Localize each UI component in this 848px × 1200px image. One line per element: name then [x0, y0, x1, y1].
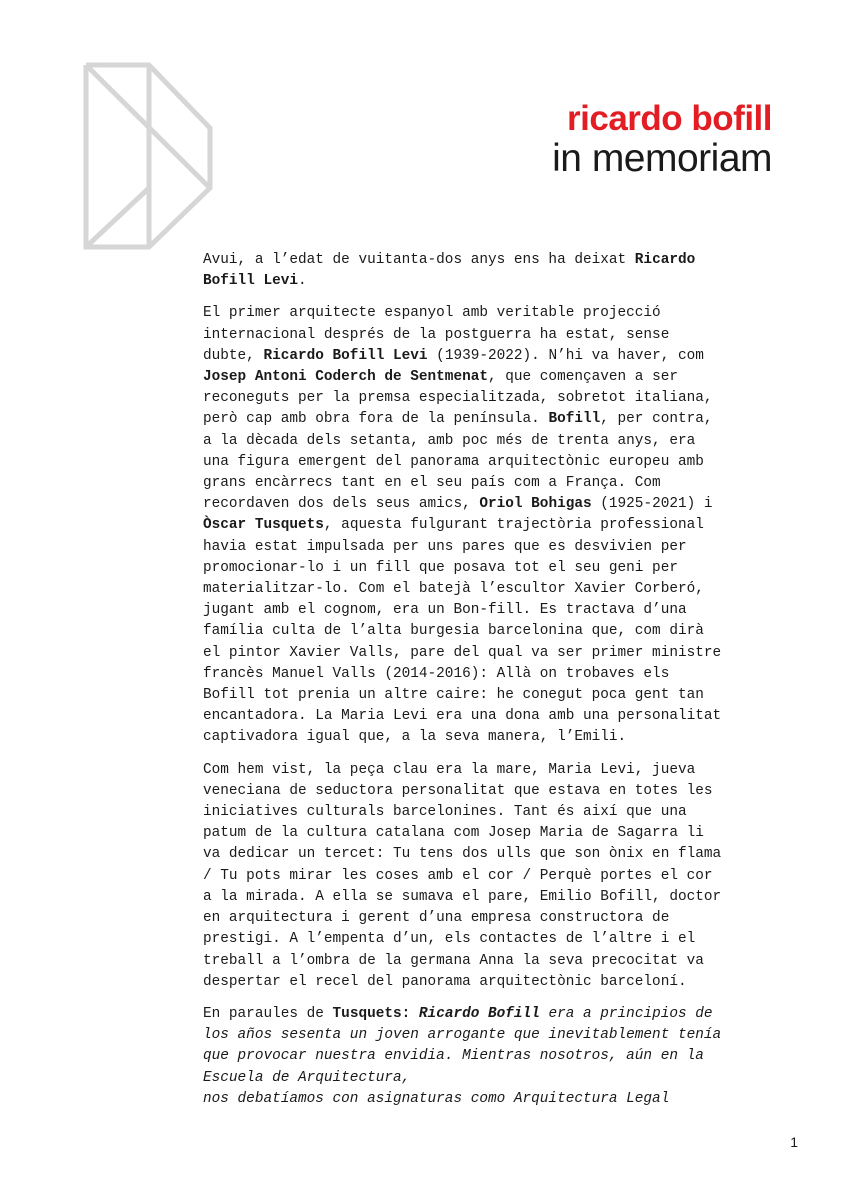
- text-run: promocionar-lo i un fill que posava tot el seu geni per: [203, 559, 678, 576]
- text-run: però cap amb obra fora de la península.: [203, 411, 549, 428]
- text-line: [203, 1025, 783, 1046]
- text-run: Òscar Tusquets: [203, 517, 324, 534]
- text-run: , per contra,: [600, 411, 713, 428]
- text-run: encantadora. La Maria Levi era una dona amb una personalitat: [203, 708, 722, 725]
- text-run: / Tu pots mirar les coses amb el cor / Perquè portes el cor: [203, 867, 713, 884]
- paragraph: [203, 250, 783, 292]
- text-line: [203, 760, 783, 781]
- text-run: a la mirada. A ella se sumava el pare, Emilio Bofill, doctor: [203, 888, 722, 905]
- text-run: .: [298, 273, 307, 290]
- text-line: [203, 452, 783, 473]
- text-line: [203, 431, 783, 452]
- text-line: [203, 887, 783, 908]
- text-run: , aquesta fulgurant trajectòria professional: [323, 517, 704, 534]
- logo-mark: [82, 60, 214, 250]
- text-run: dubte,: [203, 347, 264, 364]
- text-run: el pintor Xavier Valls, pare del qual va ser primer ministre: [203, 644, 722, 661]
- text-run: iniciatives culturals barcelonines. Tant és així que una: [203, 804, 687, 821]
- text-line: [203, 1004, 783, 1025]
- text-run: Bofill tot prenia un altre caire: he conegut poca gent tan: [203, 687, 704, 704]
- text-run: reconeguts per la premsa especialitzada, sobretot italiana,: [203, 390, 713, 407]
- paragraph: [203, 760, 783, 993]
- text-line: [203, 346, 783, 367]
- text-run: Ricardo: [634, 252, 696, 268]
- text-line: [203, 972, 783, 993]
- title-name: ricardo bofill: [567, 99, 772, 138]
- text-line: [203, 473, 783, 494]
- text-run: Com hem vist, la peça clau era la mare, Maria Levi, jueva: [203, 761, 696, 778]
- text-run: francès Manuel Valls (2014-2016): Allà on trobaves els: [203, 665, 670, 682]
- text-line: [203, 325, 783, 346]
- text-run: despertar el recel del panorama arquitectònic barceloní.: [203, 973, 687, 990]
- text-run: nos debatíamos con asignaturas como Arquitectura Legal: [203, 1090, 670, 1107]
- text-line: [203, 515, 783, 536]
- text-line: [203, 781, 783, 802]
- text-run: treball a l’ombra de la germana Anna la seva precocitat va: [203, 952, 704, 969]
- text-line: [203, 802, 783, 823]
- text-line: [203, 303, 783, 324]
- text-line: [203, 823, 783, 844]
- text-line: [203, 706, 783, 727]
- text-run: materialitzar-lo. Com el batejà l’escultor Xavier Corberó,: [203, 581, 704, 598]
- text-line: [203, 600, 783, 621]
- text-run: El primer arquitecte espanyol amb veritable projecció: [203, 305, 661, 322]
- text-line: [203, 1046, 783, 1067]
- text-line: [203, 685, 783, 706]
- text-line: [203, 494, 783, 515]
- text-run: Escuela de Arquitectura,: [203, 1069, 411, 1086]
- text-run: va dedicar un tercet: Tu tens dos ulls que son ònix en flama: [203, 846, 722, 863]
- text-line: [203, 537, 783, 558]
- text-run: Bofill Levi: [203, 273, 298, 290]
- text-line: [203, 388, 783, 409]
- text-run: Oriol Bohigas: [479, 496, 592, 513]
- text-run: família culta de l’alta burgesia barcelonina que, com dirà: [203, 623, 704, 640]
- text-run: que provocar nuestra envidia. Mientras nosotros, aún en la: [203, 1048, 704, 1065]
- text-line: [203, 664, 783, 685]
- text-run: En paraules de: [203, 1005, 333, 1022]
- text-line: [203, 579, 783, 600]
- text-run: Bofill: [548, 411, 601, 428]
- text-line: [203, 409, 783, 430]
- text-run: , que començaven a ser: [487, 369, 678, 386]
- text-line: [203, 643, 783, 664]
- paragraph: [203, 1004, 783, 1110]
- text-run: grans encàrrecs tant en el seu país com a França. Com: [203, 475, 661, 492]
- text-line: [203, 929, 783, 950]
- text-run: [410, 1006, 419, 1022]
- text-line: [203, 727, 783, 748]
- text-run: a la dècada dels setanta, amb poc més de trenta anys, era: [203, 432, 696, 449]
- text-line: [203, 558, 783, 579]
- title-subtitle: in memoriam: [552, 137, 772, 180]
- text-run: (1939-2022). N’hi va haver, com: [427, 347, 704, 364]
- text-run: captivadora igual que, a la seva manera, l’Emili.: [203, 729, 627, 746]
- text-run: Avui, a l’edat de vuitanta-dos anys ens ha deixat: [203, 252, 635, 268]
- text-run: prestigi. A l’empenta d’un, els contactes de l’altre i el: [203, 931, 696, 948]
- text-run: Josep Antoni Coderch de Sentmenat: [203, 369, 488, 386]
- text-line: [203, 866, 783, 887]
- title-block: [552, 100, 772, 180]
- text-line: [203, 621, 783, 642]
- text-run: recordaven dos dels seus amics,: [203, 496, 480, 513]
- text-line: [203, 1089, 783, 1110]
- text-line: [203, 1068, 783, 1089]
- text-run: Tusquets:: [332, 1005, 411, 1022]
- text-run: havia estat impulsada per uns pares que es desvivien per: [203, 538, 687, 555]
- article-body: [203, 250, 783, 1121]
- text-run: era a principios de: [539, 1005, 713, 1022]
- text-run: jugant amb el cognom, era un Bon-fill. Es tractava d’una: [203, 602, 687, 619]
- text-run: patum de la cultura catalana com Josep Maria de Sagarra li: [203, 825, 704, 842]
- text-line: [203, 250, 783, 271]
- logo-icon: [82, 60, 214, 250]
- page-number: 1: [790, 1134, 798, 1150]
- text-run: en arquitectura i gerent d’una empresa constructora de: [203, 910, 670, 927]
- text-run: veneciana de seductora personalitat que estava en totes les: [203, 782, 713, 799]
- text-line: [203, 844, 783, 865]
- text-run: una figura emergent del panorama arquitectònic europeu amb: [203, 453, 704, 470]
- paragraph: [203, 303, 783, 748]
- text-line: [203, 951, 783, 972]
- text-run: Ricardo Bofill Levi: [263, 347, 428, 364]
- text-run: internacional després de la postguerra ha estat, sense: [203, 326, 670, 343]
- text-line: [203, 908, 783, 929]
- text-line: [203, 271, 783, 292]
- text-run: los años sesenta un joven arrogante que inevitablement tenía: [203, 1027, 722, 1044]
- text-run: Ricardo Bofill: [418, 1005, 540, 1022]
- text-line: [203, 367, 783, 388]
- text-run: (1925-2021) i: [591, 496, 713, 513]
